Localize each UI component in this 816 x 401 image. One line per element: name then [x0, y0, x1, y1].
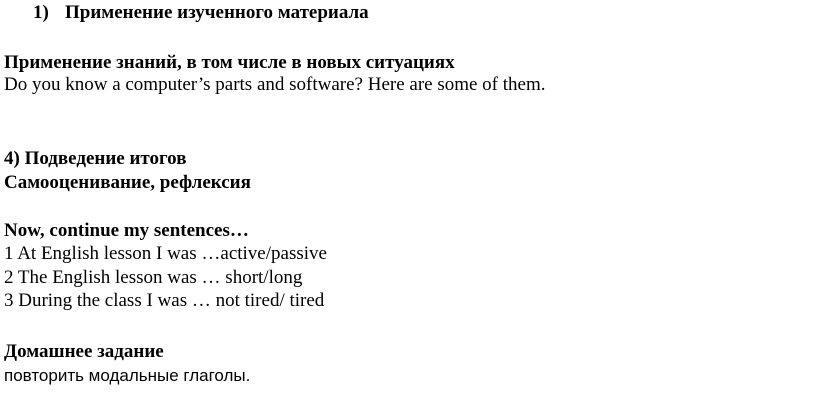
section-4-subheading: Самооценивание, рефлексия: [4, 172, 251, 193]
section-1-number: 1): [33, 2, 49, 23]
task-item-3: 3 During the class I was … not tired/ tired: [4, 290, 325, 311]
section-1-subheading: Применение знаний, в том числе в новых ситуациях: [4, 52, 455, 73]
task-prompt: Now, continue my sentences…: [4, 220, 249, 241]
section-1-title: Применение изученного материала: [65, 2, 369, 23]
task-item-1: 1 At English lesson I was …active/passive: [4, 243, 327, 264]
section-1-heading: [33, 2, 369, 24]
homework-text: повторить модальные глаголы.: [4, 366, 251, 385]
section-4-title: 4) Подведение итогов: [4, 148, 187, 169]
task-item-2: 2 The English lesson was … short/long: [4, 267, 303, 288]
homework-title: Домашнее задание: [4, 341, 164, 362]
section-1-text: Do you know a computer’s parts and software? Here are some of them.: [4, 74, 546, 95]
